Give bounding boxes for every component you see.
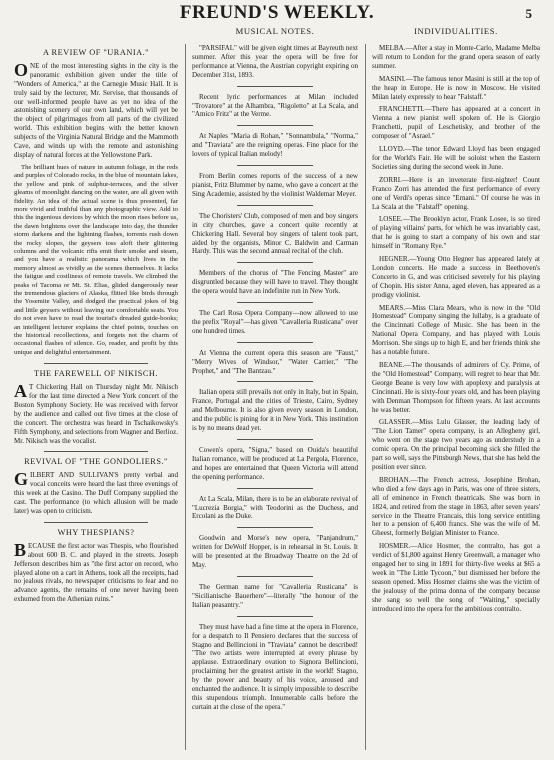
column-1 xyxy=(14,46,178,754)
person-name: HOSMER. xyxy=(379,542,411,551)
drop-cap: G xyxy=(14,469,29,490)
article-urania xyxy=(14,49,178,357)
note-rule xyxy=(237,616,313,617)
musical-note: Italian opera still prevails not only in Italy, but in Spain, France, Portugal and the cities of Trieste, Cairo, Sydney and Melbourne. It is also given every season in London, and the public is pining for it in New York. This institution is by no means dead yet. xyxy=(192,388,358,433)
page-number: 5 xyxy=(525,6,532,21)
individuality-entry xyxy=(372,75,540,102)
individuality-entry xyxy=(372,542,540,613)
column-heading: INDIVIDUALITIES. xyxy=(414,26,498,36)
column-divider xyxy=(185,44,186,750)
note-rule xyxy=(237,439,313,440)
article-title: REVIVAL OF "THE GONDOLIERS." xyxy=(24,457,168,467)
article-title: THE FAREWELL OF NIKISCH. xyxy=(34,369,158,379)
person-name: MASINI. xyxy=(379,74,406,83)
section-rule xyxy=(44,522,148,523)
musical-note: Goodwin and Morse's new opera, "Panjandrum," written for DeWolf Hopper, is in rehearsal in St. Louis. It will be presented at the Broadway Theatre on the 2d of May. xyxy=(192,534,358,570)
musical-note: Recent lyric performances at Milan included "Trovatore" at the Alhambra, "Rigoletto" at La Scala, and "Amico Fritz" at the Verme. xyxy=(192,92,358,119)
individuality-entry xyxy=(372,105,540,141)
individuality-entry xyxy=(372,215,540,251)
entry-text: —After a stay in Monte-Carlo, Madame Melba will return to London for the grand opera season of early summer. xyxy=(372,44,540,70)
person-name: ZORRI. xyxy=(379,175,402,184)
person-name: MEARS. xyxy=(379,303,406,312)
individuality-entry xyxy=(372,418,540,471)
note-rule xyxy=(237,86,313,87)
individuality-entry xyxy=(372,304,540,357)
musical-note: From Berlin comes reports of the success of a new pianist, Fritz Blummer by name, who gave a concert at the Sing Academie, assisted by the violinist Waldemar Meyer. xyxy=(192,172,358,198)
person-name: LOSEE. xyxy=(379,215,403,224)
entry-text: —The thousands of admirers of Cy. Prime, of the "Old Homestead" Company, will regret to hear that Mr. George Beane is very low with apoplexy and paralysis at Cincinnati. He is sixty-four years old, and has been playing with Denman Thompson for fifteen years. At last accounts he was better. xyxy=(372,361,540,414)
person-name: FRANCHETTI. xyxy=(379,105,425,114)
note-rule xyxy=(237,342,313,343)
note-rule xyxy=(237,205,313,206)
note-rule xyxy=(237,302,313,303)
section-rule xyxy=(44,451,148,452)
musical-note: Cowen's opera, "Signa," based on Ouida's beautiful Italian romance, will be produced at La Pergola, Florence, and hopes are entertained that Queen Victoria will attend the opening performance. xyxy=(192,446,358,481)
section-rule xyxy=(44,363,148,364)
note-rule xyxy=(237,262,313,263)
note-rule xyxy=(237,576,313,577)
entry-text: —Alice Hosmer, the contralto, has got a verdict of $1,800 against Henry Greenwall, a manager who engaged her to sing in 1891 for thirty-five weeks at $65 a week in "The Little Tycoon," but dismissed her before the season opened. Miss Hosmer claims she was the victim of the jealousy of the prima donna of the company because she sang so well the song of "Waiting," specially introduced into the opera for the ambitious contralto. xyxy=(372,542,540,613)
entry-text: —Young Otto Hegner has appeared lately at London concerts. He made a success in Beethoven's Concerto in G, and was criticised severely for his playing of Chopin. His sister Anna, aged eleven, has appeared as a prodigy violinist. xyxy=(372,255,540,299)
person-name: GLASSER. xyxy=(379,418,413,427)
note-rule xyxy=(237,381,313,382)
person-name: BEANE. xyxy=(379,361,405,369)
musical-note: They must have had a fine time at the opera in Florence, for a despatch to Il Pensiero declares that the success of Stagno and Bellincioni in "Traviata" cannot be described! "The two artists were interrupted at every phrase by applause. Extraordinary ovation to Signora Bellincioni, proclaiming her the greatest artiste in the world! Stagno, by the power and beauty of his voice, aroused and enchanted the audience. It is simply impossible to describe this stupendous triumph. Innumerable calls before the curtain at the close of the opera." xyxy=(192,622,358,711)
musical-note: The Carl Rosa Opera Company—now allowed to use the prefix "Royal"—has given "Cavalleria Rusticana" over one hundred times. xyxy=(192,309,358,335)
person-name: BROHAN. xyxy=(379,475,411,484)
article-paragraph: ONE of the most interesting sights in the city is the panoramic exhibition given under the title of "Wonders of America," at the Carnegie Music Hall. It is truly said by the lecturer, Mr. Servise, that thousands of our well-informed people have as yet no idea of the astonishing scenery of our own land, which will yet be the object of pilgrimages from all parts of the civilized world. This exhibition begins with the better known subjects of the Virginia Natural Bridge and the Mammoth Cave, and winds up with the remote and astonishing display of natural forces at the Yellowstone Park. xyxy=(14,59,178,159)
article-paragraph: A T Chickering Hall on Thursday night Mr. Nikisch for the last time directed a New York concert of the Boston Symphony Society. He was received with fervor by the audience and called out five times at the close of the concert. The orchestra was heard in Tschaikowsky's Fifth Symphony, and selections from Wagner and Berlioz. Mr. Nikisch was the vocalist. xyxy=(14,381,178,445)
musical-note: "PARSIFAL" will be given eight times at Bayreuth next summer. After this year the opera will be free for performance at Vienna, the Austrian copyright expiring on December 31st, 1893. xyxy=(192,44,358,79)
drop-cap: A xyxy=(14,381,27,402)
individuality-entry xyxy=(372,176,540,212)
drop-cap: O xyxy=(14,59,29,80)
entry-text: —Miss Lulu Glasser, the leading lady of "The Lion Tamer" opera company, is an Allegheny girl, who went on the stage two years ago as understudy in a comic opera. On the principal becoming sick she filled the part so well, says the Pittsburgh News, that she has held the position ever since. xyxy=(372,418,540,471)
article-title: A REVIEW OF "URANIA." xyxy=(42,48,150,57)
musical-note: The Choristers' Club, composed of men and boy singers in city churches, gave a concert quite recently at Chickering Hall. Several boy singers of talent took part, aided by the organists, Minor C. Baldwin and Carman Hardy. This was the second annual recital of the club. xyxy=(192,211,358,256)
musical-note: At Naples "Maria di Rohan," "Sonnambula," "Norma," and "Traviata" are the reigning operas. Fine place for the lovers of typical Italian melody! xyxy=(192,132,358,159)
article-paragraph: GILBERT AND SULLIVAN'S pretty verbal and vocal conceits were heard the last three evenings of this week at the Casino. The Duff Company supplied the cast. The performance (to which allusion will be made later) was open to criticism. xyxy=(14,469,178,515)
individualities-list xyxy=(372,44,540,613)
article-paragraph: BECAUSE the first actor was Thespis, who flourished about 600 B. C. and played in the streets. Joseph Jefferson describes him as "the first actor on record, who played alone on a cart in Athens, took all the receipts, had no jealous rivals, no newspaper criticisms to fear and no advance agents, the remains of one never having been exhumed from the Athenian ruins." xyxy=(14,539,178,604)
person-name: MELBA. xyxy=(379,44,406,52)
entry-text: —The French actress, Josephine Brohan, who died a few days ago in Paris, was one of three sisters, all of eminence in French theatricals. She was born in 1824, and retired from the stage in 1863, after seven years' service in the Theatre Francais, this long service entitling her to a pension of 6,400 francs. She was the wife of M. Gheest, formerly Belgian Minister to France. xyxy=(372,475,540,538)
individuality-entry xyxy=(372,255,540,300)
individuality-entry xyxy=(372,145,540,172)
musical-note: At Vienna the current opera this season are "Faust," "Merry Wives of Windsor," "Water Carrier," "The Prophet," and "The Bantzau." xyxy=(192,348,358,375)
note-rule xyxy=(237,527,313,528)
column-3 xyxy=(372,22,540,754)
article-nikisch xyxy=(14,370,178,445)
article-paragraph: The brilliant hues of nature in autumn foliage, in the reds and purples of Colorado rocks, in the blue of mountain lakes, the yellow and pink of sulphur-terraces, and the silver gleams of moonlight dancing on the water, are all given with fidelity. An idea of the actual scene is thus presented, far more vivid and truthful than any photographic view. Add to this the ingenious devices by which the moon rises before us, the dawn brightens over the landscape into day, the thunder storm darkens and the lightning flashes, torrents rush down the rocky slopes, the geysers toss aloft their glittering columns and the volcanic rifts emit their smoke and steam, and you have a realistic panorama which lives in the memory almost as vividly as the scenes themselves. It lacks the fatigue and costliness of remote travels. We climbed the peaks of Tacoma or Mt. St. Elias, glided dangerously near the tremendous glaciers of Alaska, flitted like birds through the Yosemite Valley, and dodged the practical jokes of big and little geysers without leaving our comfortable seats. You do not even have to read the tourist's dreaded guide-books; an intelligent lecturer explains the chief points, touches on the historical recollections, and forgets not the charm of occasional flashes of silence. Go, reader, and profit by this unique and delightful entertainment. xyxy=(14,163,178,356)
musical-note: Members of the chorus of "The Fencing Master" are disgruntled because they will have to travel. They thought the opera would have an indefinite run in New York. xyxy=(192,269,358,296)
musical-notes-list xyxy=(192,44,358,712)
musical-note: The German name for "Cavalleria Rusticana" is "Sicilianische Bauerhere"—literally "the honour of the Italian peasantry." xyxy=(192,582,358,609)
entry-text: —The famous tenor Masini is still at the top of the heap in Europe. He is now in Moscow. He visited Milan lately expressly to hear "Falstaff." xyxy=(372,74,540,101)
individuality-entry xyxy=(372,361,540,414)
musical-note: At La Scala, Milan, there is to be an elaborate revival of "Lucrezia Borgia," with Teodorini as the Duchess, and Ercolani as the Duke. xyxy=(192,494,358,521)
person-name: LLOYD. xyxy=(379,145,405,154)
note-rule xyxy=(237,125,313,126)
entry-text: —The tenor Edward Lloyd has been engaged for the World's Fair. He will be soloist when the Eastern Societies sing during the second week in June. xyxy=(372,145,540,171)
column-2 xyxy=(192,22,358,754)
article-title: WHY THESPIANS? xyxy=(57,527,135,537)
person-name: HEGNER. xyxy=(379,255,410,264)
note-rule xyxy=(237,165,313,166)
note-rule xyxy=(237,488,313,489)
entry-text: —Miss Clara Mears, who is now in the "Old Homestead" Company singing the lullaby, is a graduate of the Cincinnati College of Music. She has been in the National Opera Company, and has played with Louis Morrison. She sings up to high E, and her friends think she has a notable future. xyxy=(372,303,540,357)
column-divider xyxy=(365,44,366,750)
drop-cap: B xyxy=(14,539,27,560)
article-thespians xyxy=(14,529,178,604)
individuality-entry xyxy=(372,476,540,538)
column-heading: MUSICAL NOTES. xyxy=(235,26,315,36)
entry-text: —There has appeared at a concert in Vienna a new pianist well spoken of. He is Giorgio Franchetti, pupil of Leschetisky, and brother of the composer of "Asrael." xyxy=(372,105,540,141)
article-gondoliers xyxy=(14,458,178,515)
page-title: FREUND'S WEEKLY. xyxy=(179,2,375,23)
entry-text: —Here is an inveterate first-nighter! Count Franco Zorri has attended the first performance of every one of Verdi's operas since "Ernani." Of course he was in La Scala at the "Falstaff" opening. xyxy=(372,175,540,211)
entry-text: —The Brooklyn actor, Frank Losee, is so tired of playing villains' parts, for which he was invariably cast, that he is going to start a company of his own and star himself in "Romany Rye." xyxy=(372,215,540,251)
individuality-entry xyxy=(372,44,540,71)
